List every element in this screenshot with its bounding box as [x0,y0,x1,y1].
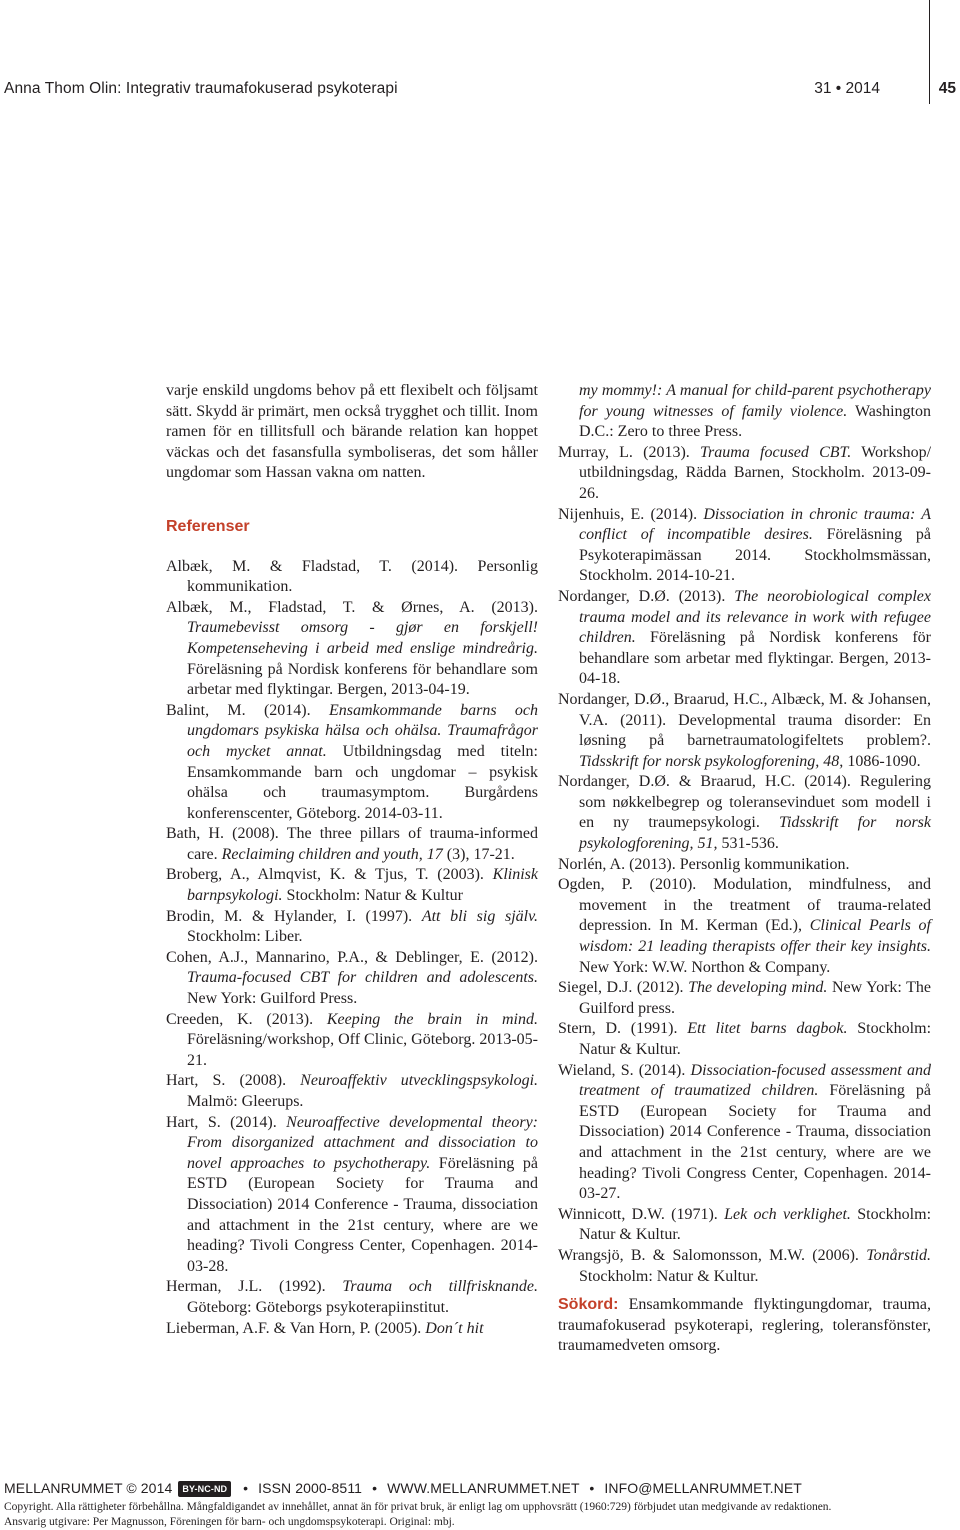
reference-item: Murray, L. (2013). Trauma focused CBT. Workshop/ utbildningsdag, Rädda Barnen, Stockholm. 2013-09-26. [558,443,932,502]
reference-item: Winnicott, D.W. (1971). Lek och verklighet. Stockholm: Natur & Kultur. [558,1205,932,1244]
footer-website[interactable]: WWW.MELLANRUMMET.NET [387,1480,580,1496]
reference-item: Nijenhuis, E. (2014). Dissociation in chronic trauma: A conflict of incompatible desires. Föreläsning på Psykoterapimässan 2014. Stockholmsmässan, Stockholm. 2014-10-21. [558,505,931,585]
cc-license-icon: BY-NC-ND [178,1481,231,1497]
bullet-icon: • [589,1480,595,1496]
page-number: 45 [938,80,956,97]
reference-list-right [558,443,931,1287]
reference-item: Wrangsjö, B. & Salomonsson, M.W. (2006). Tonårstid. Stockholm: Natur & Kultur. [558,1246,931,1285]
reference-item: Hart, S. (2008). Neuroaffektiv utvecklingspsykologi. Malmö: Gleerups. [166,1072,539,1110]
footer-publication: MELLANRUMMET © 2014 [4,1480,173,1496]
bullet-icon: • [372,1480,378,1496]
reference-item: Nordanger, D.Ø. (2013). The neorobiological complex trauma model and its relevance in work with refugee children. Föreläsning på Nordisk konferens för behandlare som arbetar med flyktingar. Bergen, 2013-04-18. [558,587,931,688]
reference-item: Nordanger, D.Ø. & Braarud, H.C. (2014). Regulering som nøkkelbegrep og toleransevinduet som modell i en ny traumepsykologi. Tidsskrift for norsk psykologforening, 51, 531-536. [558,773,931,853]
footer-legal [4,1500,831,1530]
reference-item: Ogden, P. (2010). Modulation, mindfulness, and movement in the treatment of trauma-related depression. In M. Kerman (Ed.), Clinical Pearls of wisdom: 21 leading therapists offer their key insights. New York: W.W. Northon & Company. [558,876,931,976]
footer-responsible: Ansvarig utgivare: Per Magnusson, Föreningen för barn- och ungdomspsykoterapi. Original: mbj. [4,1516,455,1528]
footer-bar [4,1480,802,1497]
reference-item: Albæk, M., Fladstad, T. & Ørnes, A. (2013). Traumebevisst omsorg - gjør en forskjell! Kompetenseheving i arbeid med enslige mindreårig. Föreläsning på Nordisk konferens för behandlare som arbetar med flyktingar. Bergen, 2013-04-19. [166,598,538,699]
reference-item: Herman, J.L. (1992). Trauma och tillfrisknande. Göteborg: Göteborgs psykoterapiinstitut. [166,1278,539,1316]
reference-item: Brodin, M. & Hylander, I. (1997). Att bli sig själv. Stockholm: Liber. [166,907,538,946]
footer-issn: ISSN 2000-8511 [258,1480,363,1496]
body-paragraph: varje enskild ungdoms behov på ett flexibelt och följsamt sätt. Skydd är primärt, men också trygghet och tillit. Inom ramen för en tillitsfull och bärande relation kan hoppet väckas och det fasansfulla symboliseras, det som håller ungdomar som Hassan vakna om natten. [166,382,538,482]
reference-item: Creeden, K. (2013). Keeping the brain in mind. Föreläsning/workshop, Off Clinic, Göteborg. 2013-05-21. [166,1010,539,1069]
reference-item: Balint, M. (2014). Ensamkommande barns och ungdomars psykiska hälsa och ohälsa. Traumafrågor och mycket annat. Utbildningsdag med titeln: Ensamkommande barn och ungdomar – psykisk ohälsa och traumasymptom. Burgårdens konferenscenter, Göteborg. 2014-03-11. [166,701,539,822]
reference-continuation: my mommy!: A manual for child-parent psychotherapy for young witnesses of family violence. Washington D.C.: Zero to three Press. [579,382,932,441]
reference-item: Broberg, A., Almqvist, K. & Tjus, T. (2003). Klinisk barnpsykologi. Stockholm: Natur & Kultur [166,866,538,905]
right-column [558,381,931,1357]
header-divider [929,0,930,104]
footer-copyright: Copyright. Alla rättigheter förbehållna. Mångfaldigandet av innehållet, annat än för privat bruk, är enligt lag om upphovsrätt (1960:729) förbjudet utan medgivande av redaktionen. [4,1501,832,1513]
left-column [166,381,538,1339]
footer-email[interactable]: INFO@MELLANRUMMET.NET [604,1480,802,1496]
reference-item: Stern, D. (1991). Ett litet barns dagbok. Stockholm: Natur & Kultur. [558,1020,932,1058]
reference-list-left [166,557,538,1340]
keywords [558,1295,931,1357]
running-header-title: Anna Thom Olin: Integrativ traumafokuserad psykoterapi [4,80,398,97]
reference-item: Wieland, S. (2014). Dissociation-focused assessment and treatment of traumatized children. Föreläsning på ESTD (European Society for Trauma and Dissociation) 2014 Conference - Trauma, dissociation and attachment in the 21st century, where are we heading? Tivoli Congress Center, Copenhagen. 2014-03-27. [558,1061,932,1203]
reference-item: Nordanger, D.Ø., Braarud, H.C., Albæck, M. & Johansen, V.A. (2011). Developmental trauma disorder: En løsning på barnetraumatologifeltets problem?. Tidsskrift for norsk psykologforening, 48, 1086-1090. [558,690,931,770]
issue-number: 31 • 2014 [814,80,880,97]
keywords-text: Ensamkommande flyktingungdomar, trauma, traumafokuserad psykoterapi, reglering, toleransfönster, traumamedveten omsorg. [558,1296,931,1355]
reference-item: Siegel, D.J. (2012). The developing mind. New York: The Guilford press. [558,979,931,1017]
reference-item: Lieberman, A.F. & Van Horn, P. (2005). Don´t hit [166,1319,484,1337]
reference-item: Hart, S. (2014). Neuroaffective developmental theory: From disorganized attachment and dissociation to novel approaches to psychotherapy. Föreläsning på ESTD (European Society for Trauma and Dissociation) 2014 Conference - Trauma, dissociation and attachment in the 21st century, where are we heading? Tivoli Congress Center, Copenhagen. 2014-03-28. [166,1113,539,1275]
keywords-label: Sökord: [558,1296,619,1314]
reference-item: Bath, H. (2008). The three pillars of trauma-informed care. Reclaiming children and youth, 17 (3), 17-21. [166,825,538,863]
bullet-icon: • [243,1480,249,1496]
reference-item: Norlén, A. (2013). Personlig kommunikation. [558,855,850,873]
reference-item: Cohen, A.J., Mannarino, P.A., & Deblinger, E. (2012). Trauma-focused CBT for children and adolescents. New York: Guilford Press. [166,948,538,1008]
references-heading: Referenser [166,517,250,535]
reference-item: Albæk, M. & Fladstad, T. (2014). Personlig kommunikation. [166,557,538,596]
